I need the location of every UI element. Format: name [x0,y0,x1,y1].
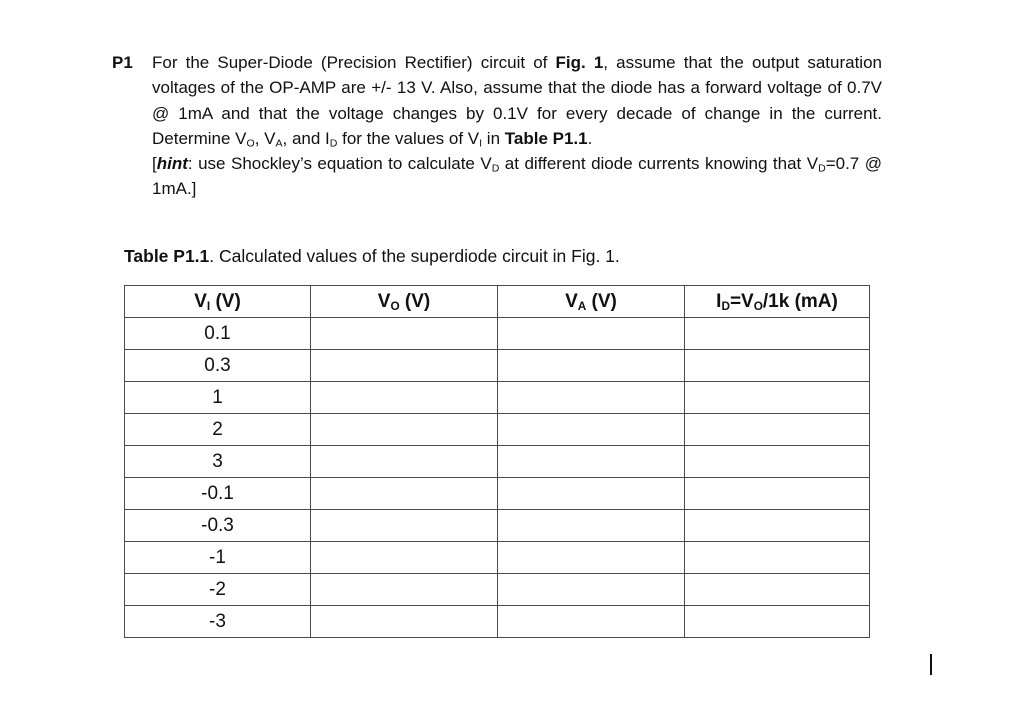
cell-vi: -2 [125,574,311,606]
cell-va [498,350,685,382]
cell-id [685,382,870,414]
cell-vi: -1 [125,542,311,574]
cell-va [498,478,685,510]
cell-vo [311,574,498,606]
problem-text-6: in [482,128,505,148]
table-row [125,382,870,414]
table-row [125,574,870,606]
hint-text-3: =0.7 @ 1mA.] [152,154,882,199]
header-vo: $V_O$ (V) [311,286,498,318]
table-caption [124,244,620,268]
caption-text: . Calculated values of the superdiode circuit in Fig. 1. [209,246,620,266]
cell-vi: 2 [125,414,311,446]
table-row [125,510,870,542]
subscript-o: O [246,137,255,150]
subscript-d: D [329,137,338,150]
cell-vi: 1 [125,382,311,414]
table-reference: Table P1.1 [504,128,588,148]
cell-id [685,574,870,606]
cell-vo [311,606,498,638]
cell-vi: 3 [125,446,311,478]
problem-text-1: For the Super-Diode (Precision Rectifier) circuit of [152,53,556,72]
cell-id [685,446,870,478]
cell-vo [311,446,498,478]
header-va: $V_A$ (V) [498,286,685,318]
cell-vi: -0.3 [125,510,311,542]
table-row [125,606,870,638]
problem-text-5: for the values of V [337,128,480,148]
cell-id [685,318,870,350]
subscript-a: A [275,137,283,150]
hint-label: hint [156,154,188,174]
table-row [125,478,870,510]
cell-id [685,606,870,638]
cell-va [498,542,685,574]
problem-label: P1 [112,53,133,72]
problem-text [152,50,882,202]
problem-p1 [112,50,882,202]
cell-va [498,510,685,542]
cell-id [685,414,870,446]
problem-text-4: , and I [282,128,330,148]
subscript-d-3: D [818,162,826,175]
subscript-d-2: D [491,162,500,175]
caption-label: Table P1.1 [124,246,210,266]
hint-open-bracket: [ [152,154,157,174]
text-cursor [930,654,932,675]
header-vi: $V_I$ (V) [125,286,311,318]
table-row [125,542,870,574]
cell-vo [311,510,498,542]
table-row [125,446,870,478]
cell-vi: -0.1 [125,478,311,510]
cell-vo [311,318,498,350]
cell-id [685,510,870,542]
cell-vi: -3 [125,606,311,638]
table-row [125,414,870,446]
cell-va [498,318,685,350]
cell-va [498,574,685,606]
hint-text-2: at different diode currents knowing that V [499,154,819,174]
table-header-row [125,286,870,318]
figure-reference: Fig. 1 [555,53,604,72]
cell-vo [311,542,498,574]
cell-id [685,542,870,574]
subscript-i: I [479,137,483,150]
table-row [125,318,870,350]
cell-id [685,350,870,382]
header-id: $I_D=V_O/1k$ (mA) [685,286,870,318]
cell-vo [311,414,498,446]
cell-vi: 0.3 [125,350,311,382]
cell-id [685,478,870,510]
problem-text-3: , V [254,128,276,148]
hint-text-1: : use Shockley’s equation to calculate V [187,154,492,174]
cell-vo [311,478,498,510]
problem-text-7: . [587,128,593,148]
results-table [124,285,870,638]
cell-va [498,414,685,446]
cell-vo [311,382,498,414]
cell-vi: 0.1 [125,318,311,350]
problem-text-2: , assume that the output saturation voltages of the OP-AMP are +/- 13 V. Also, assume that the diode has a forward voltage of 0.7V @ 1mA and that the voltage changes by 0.1V for every decade of change in the current. Determine V [152,53,882,148]
cell-va [498,446,685,478]
cell-vo [311,350,498,382]
table-row [125,350,870,382]
cell-va [498,606,685,638]
cell-va [498,382,685,414]
